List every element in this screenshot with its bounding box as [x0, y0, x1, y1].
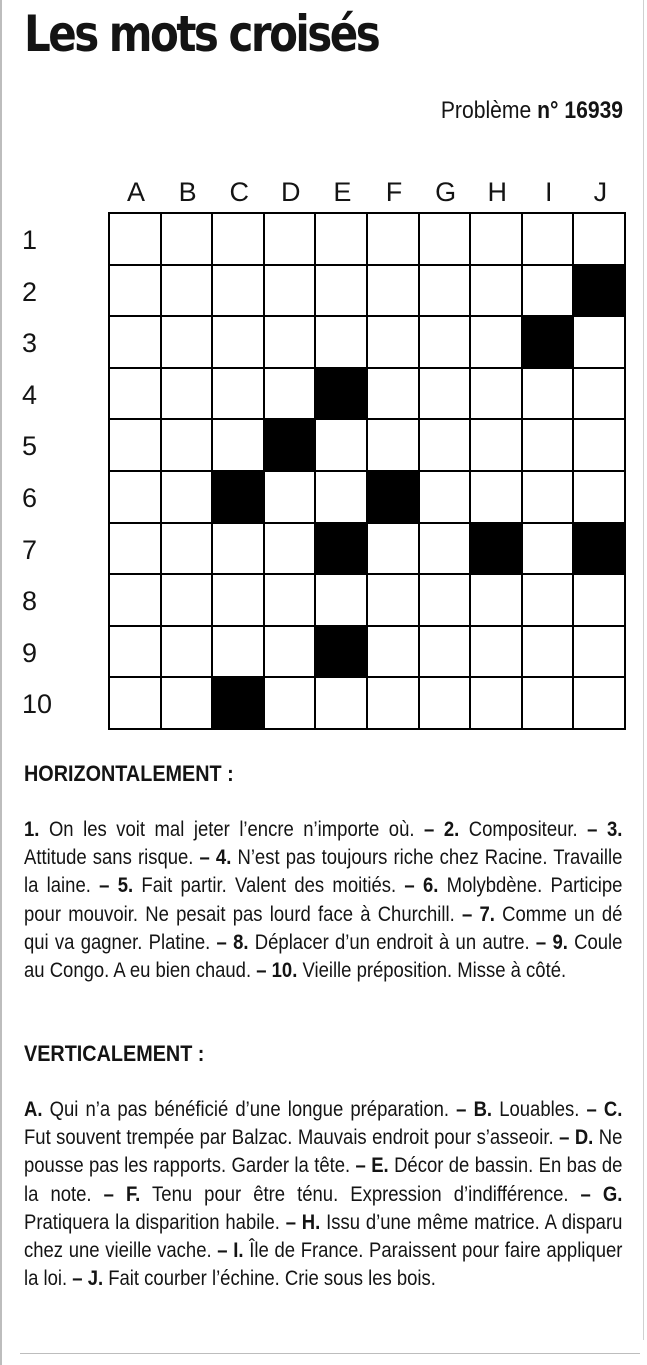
grid-cell[interactable]	[162, 524, 212, 574]
right-border-rule	[643, 0, 644, 1340]
vertical-clues	[24, 1096, 622, 1293]
clue-number: – 2.	[424, 818, 460, 841]
grid-cell[interactable]	[574, 317, 624, 367]
grid-cell[interactable]	[368, 627, 418, 677]
grid-cell[interactable]	[316, 472, 366, 522]
grid-cell[interactable]	[574, 420, 624, 470]
grid-cell[interactable]	[420, 524, 470, 574]
grid-cell[interactable]	[213, 317, 263, 367]
grid-cell[interactable]	[162, 317, 212, 367]
crossword-grid	[108, 212, 626, 730]
column-label: E	[333, 177, 352, 207]
grid-cell[interactable]	[110, 678, 160, 728]
grid-cell[interactable]	[162, 214, 212, 264]
grid-cell[interactable]	[316, 575, 366, 625]
clue-number: – 7.	[461, 902, 495, 926]
grid-cell[interactable]	[316, 420, 366, 470]
clue-text: Coule au Congo. A eu bien chaud.	[24, 930, 623, 983]
grid-cell[interactable]	[368, 575, 418, 625]
column-label: H	[487, 177, 507, 207]
clue-number: – C.	[586, 1098, 623, 1121]
grid-cell[interactable]	[574, 369, 624, 419]
grid-cell[interactable]	[162, 627, 212, 677]
clue-number: – 5.	[99, 874, 134, 898]
grid-cell[interactable]	[420, 627, 470, 677]
grid-cell[interactable]	[471, 678, 521, 728]
row-label: 3	[22, 328, 38, 359]
grid-cell[interactable]	[265, 524, 315, 574]
clue-text: N’est pas toujours riche chez Racine. Travaille la laine.	[24, 846, 623, 898]
grid-cell[interactable]	[265, 214, 315, 264]
clue-number: – 9.	[535, 930, 568, 954]
column-label: F	[385, 177, 403, 207]
grid-cell[interactable]	[213, 369, 263, 419]
grid-cell[interactable]	[213, 524, 263, 574]
grid-cell[interactable]	[523, 369, 573, 419]
black-cell	[316, 369, 366, 419]
problem-number	[441, 96, 623, 126]
grid-cell[interactable]	[574, 678, 624, 728]
grid-cell[interactable]	[368, 420, 418, 470]
grid-cell[interactable]	[523, 214, 573, 264]
clue-number: – H.	[285, 1210, 321, 1234]
grid-cell[interactable]	[523, 472, 573, 522]
grid-cell[interactable]	[420, 678, 470, 728]
grid-cell[interactable]	[110, 369, 160, 419]
grid-cell[interactable]	[213, 627, 263, 677]
grid-cell[interactable]	[213, 420, 263, 470]
row-label: 2	[22, 276, 38, 307]
horizontal-heading: HORIZONTALEMENT :	[24, 761, 234, 786]
column-label: G	[435, 177, 457, 207]
clue-text: Pratiquera la disparition habile.	[24, 1210, 286, 1234]
clue-number: – 10.	[256, 959, 298, 983]
grid-cell[interactable]	[420, 472, 470, 522]
grid-cell[interactable]	[110, 420, 160, 470]
black-cell	[316, 627, 366, 677]
black-cell	[471, 524, 521, 574]
black-cell	[213, 678, 263, 728]
grid-cell[interactable]	[110, 627, 160, 677]
grid-cell[interactable]	[162, 575, 212, 625]
grid-cell[interactable]	[162, 369, 212, 419]
clue-text: Qui n’a pas bénéficié d’une longue préparation.	[42, 1098, 457, 1121]
clue-number: – B.	[456, 1098, 493, 1121]
clue-text: Attitude sans risque.	[24, 846, 200, 870]
column-label: C	[229, 177, 249, 207]
grid-cell[interactable]	[213, 575, 263, 625]
clue-text: Fait partir. Valent des moitiés.	[133, 874, 405, 898]
grid-cell[interactable]	[523, 627, 573, 677]
column-label: B	[178, 177, 197, 207]
grid-cell[interactable]	[471, 472, 521, 522]
grid-cell[interactable]	[420, 369, 470, 419]
grid-cell[interactable]	[110, 524, 160, 574]
grid-cell[interactable]	[471, 420, 521, 470]
clue-text: Île de France. Paraissent pour faire appliquer la loi.	[24, 1239, 623, 1291]
page-title: Les mots croisés	[24, 5, 379, 63]
row-label: 6	[22, 483, 38, 513]
grid-cell[interactable]	[471, 627, 521, 677]
row-label: 7	[22, 534, 38, 565]
grid-cell[interactable]	[213, 214, 263, 264]
grid-cell[interactable]	[265, 266, 315, 316]
grid-cell[interactable]	[316, 317, 366, 367]
grid-cell[interactable]	[110, 214, 160, 264]
clue-text: Vieille préposition. Misse à côté.	[297, 959, 567, 983]
clue-text: Issu d’une même matrice. A disparu chez une vieille vache.	[24, 1210, 623, 1263]
grid-cell[interactable]	[471, 214, 521, 264]
row-label: 9	[22, 637, 38, 668]
bottom-border-rule	[20, 1353, 640, 1354]
grid-cell[interactable]	[574, 214, 624, 264]
grid-cell[interactable]	[368, 214, 418, 264]
vertical-heading: VERTICALEMENT :	[24, 1041, 205, 1066]
column-label: D	[281, 177, 301, 207]
grid-cell[interactable]	[471, 575, 521, 625]
clue-text: Louables.	[492, 1098, 587, 1121]
grid-cell[interactable]	[368, 266, 418, 316]
black-cell	[574, 266, 624, 316]
grid-cell[interactable]	[420, 266, 470, 316]
column-label: A	[126, 177, 145, 207]
grid-cell[interactable]	[110, 317, 160, 367]
grid-cell[interactable]	[368, 317, 418, 367]
clue-number: – D.	[559, 1126, 594, 1150]
clue-number: – G.	[580, 1182, 623, 1206]
clue-text: Ne pousse pas les rapports. Garder la tête.	[24, 1126, 623, 1178]
grid-cell[interactable]	[162, 420, 212, 470]
column-label: I	[545, 177, 553, 207]
grid-cell[interactable]	[316, 266, 366, 316]
horizontal-clues	[24, 816, 622, 985]
left-border-rule	[0, 0, 2, 1365]
black-cell	[574, 524, 624, 574]
grid-cell[interactable]	[265, 678, 315, 728]
grid-cell[interactable]	[162, 472, 212, 522]
clue-number: A.	[24, 1098, 43, 1121]
grid-cell[interactable]	[265, 472, 315, 522]
clue-text: Comme un dé qui va gagner. Platine.	[24, 902, 623, 954]
row-label: 8	[22, 586, 38, 617]
grid-cell[interactable]	[471, 369, 521, 419]
clue-number: – 8.	[216, 930, 249, 954]
clue-number: – 3.	[587, 818, 623, 841]
grid-cell[interactable]	[523, 266, 573, 316]
grid-cell[interactable]	[574, 472, 624, 522]
black-cell	[316, 524, 366, 574]
row-label: 5	[22, 431, 38, 462]
clue-number: 1.	[24, 818, 40, 841]
black-cell	[213, 472, 263, 522]
clue-text: Compositeur.	[459, 818, 588, 841]
grid-cell[interactable]	[265, 575, 315, 625]
row-label: 1	[22, 225, 38, 255]
grid-cell[interactable]	[368, 369, 418, 419]
grid-cell[interactable]	[316, 678, 366, 728]
grid-cell[interactable]	[420, 420, 470, 470]
grid-cell[interactable]	[420, 317, 470, 367]
grid-cell[interactable]	[265, 369, 315, 419]
row-label: 4	[22, 379, 38, 410]
grid-cell[interactable]	[523, 524, 573, 574]
grid-cell[interactable]	[110, 575, 160, 625]
grid-cell[interactable]	[213, 266, 263, 316]
grid-cell[interactable]	[523, 575, 573, 625]
clue-text: Décor de bassin. En bas de la note.	[24, 1154, 623, 1206]
row-label: 10	[22, 689, 53, 720]
clue-text: Fait courber l’échine. Crie sous les bois.	[103, 1267, 436, 1291]
grid-cell[interactable]	[574, 575, 624, 625]
column-label: J	[593, 177, 608, 207]
clue-number: – F.	[103, 1182, 141, 1206]
clue-text: On les voit mal jeter l’encre n’importe où.	[39, 818, 425, 841]
clue-number: – J.	[72, 1267, 104, 1291]
clue-number: – I.	[217, 1239, 244, 1263]
grid-cell[interactable]	[265, 627, 315, 677]
clue-number: – E.	[355, 1154, 389, 1178]
clue-text: Tenu pour être ténu. Expression d’indifférence.	[140, 1182, 581, 1206]
grid-cell[interactable]	[368, 678, 418, 728]
clue-text: Déplacer d’un endroit à un autre.	[248, 930, 536, 954]
clue-text: Molybdène. Participe pour mouvoir. Ne pesait pas lourd face à Churchill.	[24, 874, 623, 926]
grid-cell[interactable]	[162, 266, 212, 316]
problem-label: Problème	[440, 97, 532, 124]
grid-cell[interactable]	[265, 317, 315, 367]
grid-cell[interactable]	[523, 678, 573, 728]
black-cell	[368, 472, 418, 522]
black-cell	[265, 420, 315, 470]
grid-cell[interactable]	[110, 472, 160, 522]
grid-cell[interactable]	[316, 214, 366, 264]
clue-number: – 4.	[199, 846, 232, 870]
clue-text: Fut souvent trempée par Balzac. Mauvais endroit pour s’asseoir.	[24, 1126, 560, 1150]
problem-number-value: n° 16939	[537, 97, 623, 124]
grid-cell[interactable]	[471, 317, 521, 367]
grid-cell[interactable]	[471, 266, 521, 316]
grid-cell[interactable]	[368, 524, 418, 574]
grid-cell[interactable]	[420, 214, 470, 264]
grid-cell[interactable]	[523, 420, 573, 470]
grid-cell[interactable]	[162, 678, 212, 728]
grid-cell[interactable]	[574, 627, 624, 677]
grid-cell[interactable]	[420, 575, 470, 625]
clue-number: – 6.	[404, 874, 439, 898]
black-cell	[523, 317, 573, 367]
grid-cell[interactable]	[110, 266, 160, 316]
